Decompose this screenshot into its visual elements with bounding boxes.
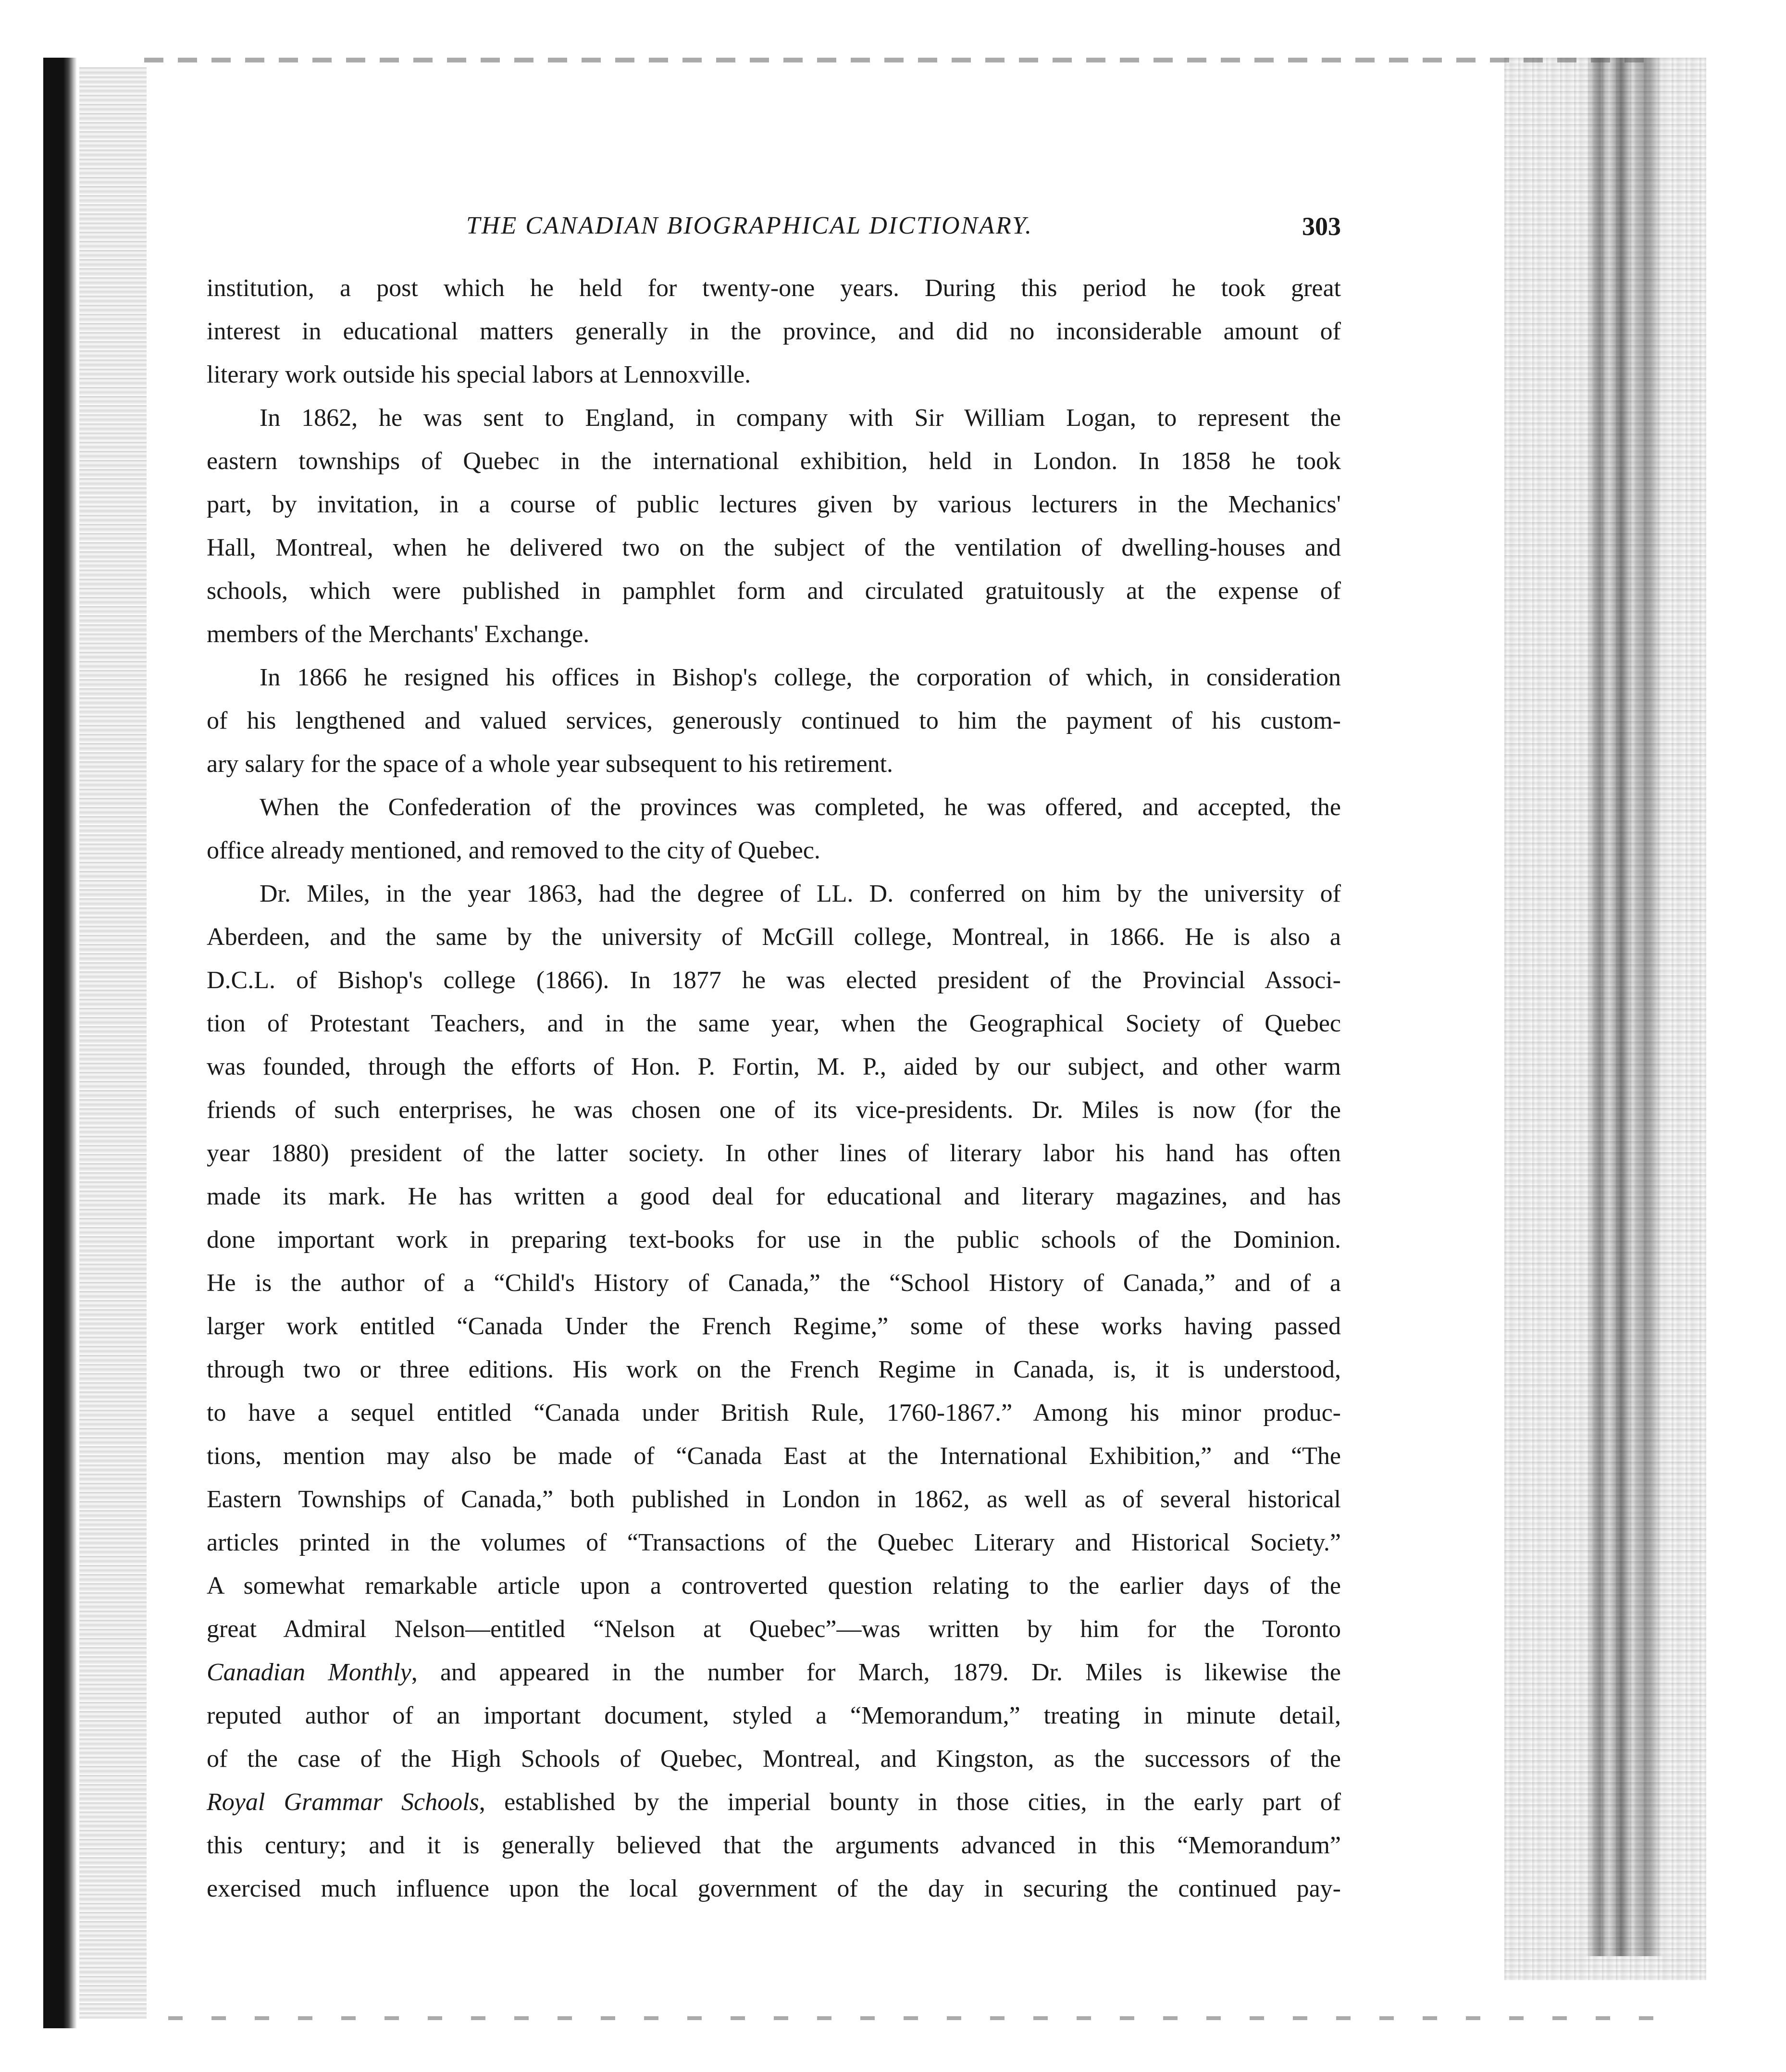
text-line: this century; and it is generally believed that the arguments advanced in this “Memorandum”: [207, 1832, 1341, 1859]
text-line: Eastern Townships of Canada,” both published in London in 1862, as well as of several historical: [207, 1486, 1341, 1513]
scan-bottom-edge-noise: [168, 2016, 1658, 2020]
text-line: institution, a post which he held for twenty-one years. During this period he took great: [207, 274, 1341, 302]
page-number: 303: [1302, 212, 1341, 241]
text-line: of the case of the High Schools of Quebec, Montreal, and Kingston, as the successors of the: [207, 1745, 1341, 1773]
text-line: office already mentioned, and removed to the city of Quebec.: [207, 837, 820, 864]
text-line: members of the Merchants' Exchange.: [207, 620, 590, 648]
running-head: [207, 211, 1341, 245]
text-line: D.C.L. of Bishop's college (1866). In 1877 he was elected president of the Provincial Associ-: [207, 967, 1341, 994]
scan-left-edge-shadow: [43, 58, 77, 2028]
text-line: tions, mention may also be made of “Canada East at the International Exhibition,” and “The: [207, 1442, 1341, 1470]
text-line: Aberdeen, and the same by the university of McGill college, Montreal, in 1866. He is also a: [207, 923, 1341, 951]
text-line: year 1880) president of the latter society. In other lines of literary labor his hand has often: [207, 1140, 1341, 1167]
text-line: In 1866 he resigned his offices in Bishop's college, the corporation of which, in consideration: [260, 664, 1341, 691]
scan-left-edge-noise: [79, 67, 147, 2019]
text-line: Hall, Montreal, when he delivered two on the subject of the ventilation of dwelling-houses and: [207, 534, 1341, 561]
text-line: interest in educational matters generally in the province, and did no inconsiderable amount of: [207, 318, 1341, 345]
body-text: [207, 267, 1341, 1911]
text-run: , and appeared in the number for March, 1879. Dr. Miles is likewise the: [411, 1659, 1341, 1686]
text-line: Dr. Miles, in the year 1863, had the degree of LL. D. conferred on him by the university of: [260, 880, 1341, 907]
scan-right-edge-shadow: [1586, 58, 1663, 1956]
text-line: tion of Protestant Teachers, and in the same year, when the Geographical Society of Quebec: [207, 1010, 1341, 1037]
text-line: articles printed in the volumes of “Transactions of the Quebec Literary and Historical Society.”: [207, 1529, 1341, 1556]
text-line: great Admiral Nelson—entitled “Nelson at Quebec”—was written by him for the Toronto: [207, 1615, 1341, 1643]
text-line: He is the author of a “Child's History of Canada,” the “School History of Canada,” and of a: [207, 1269, 1341, 1297]
text-line: reputed author of an important document, styled a “Memorandum,” treating in minute detail,: [207, 1702, 1341, 1729]
text-line: part, by invitation, in a course of public lectures given by various lecturers in the Mechanics': [207, 491, 1341, 518]
text-run: , established by the imperial bounty in those cities, in the early part of: [479, 1788, 1341, 1816]
text-line: When the Confederation of the provinces was completed, he was offered, and accepted, the: [260, 794, 1341, 821]
text-line: of his lengthened and valued services, generously continued to him the payment of his custom-: [207, 707, 1341, 734]
italic-title: Royal Grammar Schools: [207, 1788, 479, 1816]
text-line: through two or three editions. His work on the French Regime in Canada, is, it is understood,: [207, 1356, 1341, 1383]
text-line: In 1862, he was sent to England, in company with Sir William Logan, to represent the: [260, 404, 1341, 432]
text-line: ary salary for the space of a whole year subsequent to his retirement.: [207, 750, 893, 778]
text-line: schools, which were published in pamphlet form and circulated gratuitously at the expense of: [207, 577, 1341, 605]
text-line: [207, 1781, 1341, 1824]
text-line: done important work in preparing text-books for use in the public schools of the Dominion.: [207, 1226, 1341, 1253]
text-line: larger work entitled “Canada Under the French Regime,” some of these works having passed: [207, 1313, 1341, 1340]
text-line: to have a sequel entitled “Canada under British Rule, 1760-1867.” Among his minor produc-: [207, 1399, 1341, 1427]
text-line: made its mark. He has written a good deal for educational and literary magazines, and has: [207, 1183, 1341, 1210]
text-line: [207, 1651, 1341, 1694]
running-title: THE CANADIAN BIOGRAPHICAL DICTIONARY.: [466, 212, 1033, 239]
scan-top-edge-noise: [144, 58, 1658, 62]
text-line: eastern townships of Quebec in the international exhibition, held in London. In 1858 he took: [207, 447, 1341, 475]
text-line: A somewhat remarkable article upon a controverted question relating to the earlier days of the: [207, 1572, 1341, 1600]
text-line: exercised much influence upon the local government of the day in securing the continued pay-: [207, 1875, 1341, 1902]
text-line: literary work outside his special labors at Lennoxville.: [207, 361, 751, 388]
italic-title: Canadian Monthly: [207, 1659, 411, 1686]
text-line: friends of such enterprises, he was chosen one of its vice-presidents. Dr. Miles is now (for the: [207, 1096, 1341, 1124]
text-line: was founded, through the efforts of Hon. P. Fortin, M. P., aided by our subject, and other warm: [207, 1053, 1341, 1080]
